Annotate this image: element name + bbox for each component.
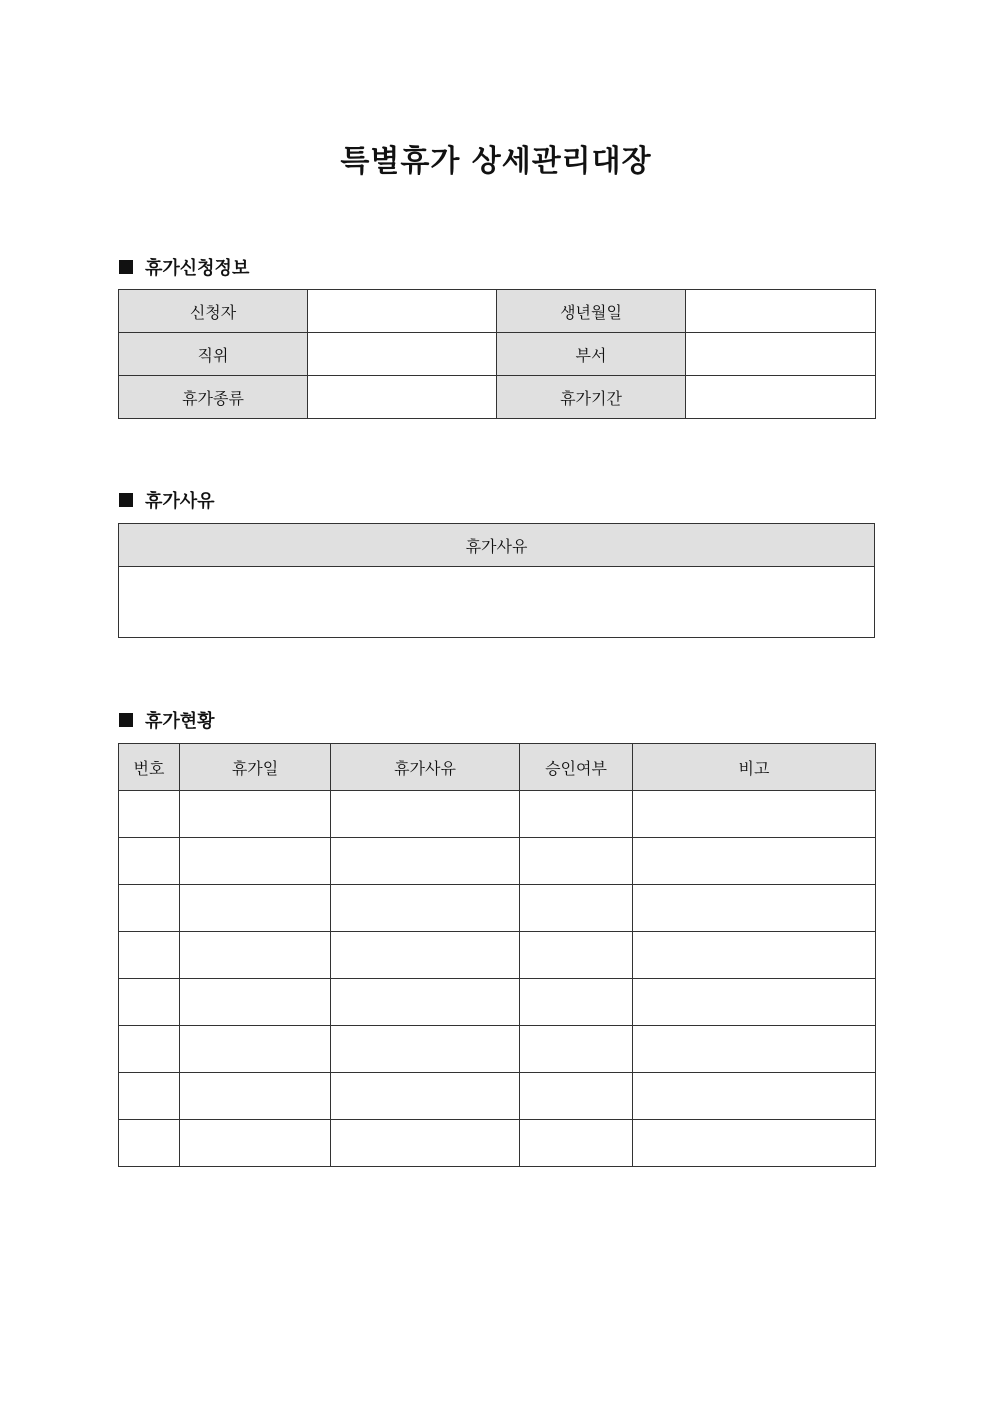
- square-bullet-icon: [119, 493, 133, 507]
- cell-number[interactable]: [119, 1026, 180, 1073]
- leave-status-table: [118, 743, 876, 1167]
- table-row: [119, 333, 876, 376]
- cell-leave-date[interactable]: [180, 1120, 331, 1167]
- column-header-approval: 승인여부: [520, 744, 633, 791]
- section-heading-status: [119, 707, 215, 733]
- cell-leave-reason[interactable]: [331, 979, 520, 1026]
- leave-period-label: 휴가기간: [497, 376, 686, 419]
- table-row: [119, 979, 876, 1026]
- leave-info-table: [118, 289, 876, 419]
- section-heading-reason-label: 휴가사유: [145, 491, 215, 512]
- cell-leave-reason[interactable]: [331, 885, 520, 932]
- cell-number[interactable]: [119, 838, 180, 885]
- cell-leave-date[interactable]: [180, 791, 331, 838]
- column-header-remarks: 비고: [633, 744, 876, 791]
- cell-approval[interactable]: [520, 791, 633, 838]
- section-heading-info-label: 휴가신청정보: [145, 258, 250, 279]
- position-value[interactable]: [308, 333, 497, 376]
- cell-approval[interactable]: [520, 838, 633, 885]
- table-header-row: [119, 744, 876, 791]
- cell-leave-reason[interactable]: [331, 932, 520, 979]
- leave-type-label: 휴가종류: [119, 376, 308, 419]
- page-title: 특별휴가 상세관리대장: [340, 144, 652, 179]
- square-bullet-icon: [119, 713, 133, 727]
- department-label: 부서: [497, 333, 686, 376]
- cell-leave-date[interactable]: [180, 1073, 331, 1120]
- section-heading-info: [119, 254, 249, 280]
- cell-approval[interactable]: [520, 979, 633, 1026]
- applicant-label: 신청자: [119, 290, 308, 333]
- cell-leave-date[interactable]: [180, 979, 331, 1026]
- cell-number[interactable]: [119, 791, 180, 838]
- cell-approval[interactable]: [520, 1026, 633, 1073]
- cell-remarks[interactable]: [633, 885, 876, 932]
- table-row: [119, 290, 876, 333]
- birthdate-value[interactable]: [686, 290, 876, 333]
- section-heading-status-label: 휴가현황: [145, 711, 215, 732]
- column-header-leave-date: 휴가일: [180, 744, 331, 791]
- section-heading-reason: [119, 487, 215, 513]
- cell-leave-reason[interactable]: [331, 838, 520, 885]
- cell-number[interactable]: [119, 885, 180, 932]
- column-header-leave-reason: 휴가사유: [331, 744, 520, 791]
- leave-type-value[interactable]: [308, 376, 497, 419]
- applicant-value[interactable]: [308, 290, 497, 333]
- cell-remarks[interactable]: [633, 979, 876, 1026]
- cell-remarks[interactable]: [633, 1026, 876, 1073]
- cell-number[interactable]: [119, 979, 180, 1026]
- table-row: [119, 932, 876, 979]
- leave-reason-table: [118, 523, 875, 638]
- table-row: [119, 567, 875, 638]
- cell-number[interactable]: [119, 1073, 180, 1120]
- table-row: [119, 838, 876, 885]
- cell-approval[interactable]: [520, 1120, 633, 1167]
- cell-leave-reason[interactable]: [331, 1026, 520, 1073]
- square-bullet-icon: [119, 260, 133, 274]
- birthdate-label: 생년월일: [497, 290, 686, 333]
- table-row: [119, 524, 875, 567]
- leave-reason-header: 휴가사유: [119, 524, 875, 567]
- cell-leave-reason[interactable]: [331, 1073, 520, 1120]
- cell-leave-date[interactable]: [180, 1026, 331, 1073]
- table-row: [119, 791, 876, 838]
- cell-approval[interactable]: [520, 1073, 633, 1120]
- cell-remarks[interactable]: [633, 791, 876, 838]
- cell-remarks[interactable]: [633, 838, 876, 885]
- cell-leave-date[interactable]: [180, 885, 331, 932]
- table-row: [119, 1026, 876, 1073]
- table-row: [119, 1073, 876, 1120]
- position-label: 직위: [119, 333, 308, 376]
- cell-remarks[interactable]: [633, 1120, 876, 1167]
- cell-number[interactable]: [119, 932, 180, 979]
- column-header-number: 번호: [119, 744, 180, 791]
- cell-number[interactable]: [119, 1120, 180, 1167]
- cell-leave-reason[interactable]: [331, 791, 520, 838]
- cell-leave-date[interactable]: [180, 932, 331, 979]
- cell-approval[interactable]: [520, 885, 633, 932]
- cell-leave-date[interactable]: [180, 838, 331, 885]
- cell-approval[interactable]: [520, 932, 633, 979]
- table-row: [119, 376, 876, 419]
- table-row: [119, 1120, 876, 1167]
- cell-remarks[interactable]: [633, 932, 876, 979]
- leave-period-value[interactable]: [686, 376, 876, 419]
- department-value[interactable]: [686, 333, 876, 376]
- cell-remarks[interactable]: [633, 1073, 876, 1120]
- leave-reason-content[interactable]: [119, 567, 875, 638]
- table-row: [119, 885, 876, 932]
- cell-leave-reason[interactable]: [331, 1120, 520, 1167]
